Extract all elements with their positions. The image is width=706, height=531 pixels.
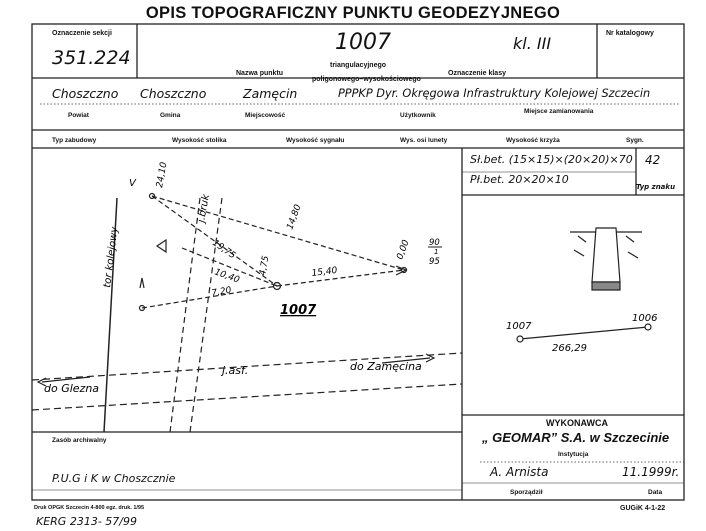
type-line1: triangulacyjnego (330, 62, 387, 69)
dist-14-80: 14,80 (285, 203, 304, 232)
dist-19-75: 19,75 (210, 238, 238, 262)
miejscowosc-label: Miejscowość (245, 112, 286, 119)
monument-profile (566, 222, 646, 300)
dist-15-40: 15,40 (311, 265, 338, 279)
dist-7-20: 7,20 (210, 285, 233, 299)
wykonawca-label: WYKONAWCA (546, 418, 608, 428)
frac-bot: 95 (429, 257, 440, 267)
line-14-80 (152, 196, 404, 270)
uzytkownik-value: PPPKP Dyr. Okręgowa Infrastruktury Kolejowej Szczecin (338, 87, 651, 100)
date-label: Data (648, 489, 663, 496)
neighbor-distance: 266,29 (552, 343, 587, 354)
sprawdzil-label: Sporządził (510, 489, 543, 496)
sketch-point-label: 1007 (280, 303, 317, 318)
class-label: Oznaczenie klasy (448, 70, 506, 77)
bruk-label: j.bruk (196, 193, 212, 224)
sprawdzil-value: A. Arnista (490, 465, 549, 479)
print-note: Druk OPGK Szczecin 4-800 egz. druk. 1/95 (34, 505, 145, 511)
miejsce-label: Miejsce zamianowania (524, 108, 594, 115)
road-bruk-left (170, 198, 200, 432)
catalog-label: Nr katalogowy (606, 30, 654, 37)
neighbor-1007: 1007 (506, 321, 532, 332)
location-sketch (32, 148, 462, 432)
sygnal-label: Wysokość sygnału (286, 137, 345, 144)
stolik-label: Wysokość stolika (172, 137, 227, 144)
dist-4-75: 4,75 (258, 255, 272, 277)
dist-0-00: 0,00 (395, 238, 412, 262)
marker-row2: Pł.bet. 20×20×10 (470, 173, 569, 186)
zamecino-label: do Zamęcina (350, 360, 422, 373)
zasob-label: Zasób archiwalny (52, 437, 107, 444)
asf-label: j.asf. (222, 364, 249, 377)
zasob-value: P.U.G i K w Choszcznie (52, 472, 176, 485)
powiat-value: Choszczno (52, 86, 119, 101)
frac-mid: 1 (434, 248, 439, 256)
miejscowosc-value: Zamęcin (243, 86, 298, 101)
point-name-label: Nazwa punktu (236, 70, 284, 77)
point-number: 1007 (335, 30, 391, 55)
section-value: 351.224 (52, 47, 131, 69)
type-line2: poligonowego–wysokościowego (312, 76, 421, 83)
north-marker (157, 240, 166, 252)
marker-number: 42 (645, 153, 661, 167)
krzyza-label: Wysokość krzyża (506, 137, 560, 144)
osi-label: Wys. osi lunety (400, 137, 448, 144)
dist-24-10: 24,10 (155, 161, 170, 189)
v-label: V (129, 178, 136, 189)
typ-label: Typ zabudowy (52, 137, 97, 144)
road-bruk-right (190, 198, 222, 432)
neighbor-1006: 1006 (632, 313, 658, 324)
gmina-value: Choszczno (140, 86, 207, 101)
class-value: kl. III (513, 34, 552, 53)
uzytkownik-label: Użytkownik (400, 112, 436, 119)
company-name: „ GEOMAR” S.A. w Szczecinie (482, 430, 670, 445)
dist-10-40: 10,40 (212, 267, 241, 286)
section-label: Oznaczenie sekcji (52, 30, 112, 37)
typ-znaku-label: Typ znaku (636, 183, 676, 191)
frac-top: 90 (429, 238, 440, 248)
gmina-label: Gmina (160, 112, 181, 119)
marker-row1: Sł.bet. (15×15)×(20×20)×70 (470, 153, 633, 166)
railway-label: tor kolejowy (102, 226, 121, 289)
neighbor-points (462, 305, 684, 365)
arrow-up (140, 278, 144, 288)
sygn-label: Sygn. (626, 137, 644, 144)
page-title: OPIS TOPOGRAFICZNY PUNKTU GEODEZYJNEGO (145, 4, 561, 22)
glezno-label: do Glezna (44, 382, 100, 395)
gugik-code: GUGiK 4-1-22 (620, 505, 666, 512)
powiat-label: Powiat (68, 112, 89, 119)
line-15-40 (277, 270, 404, 286)
instytucja-label: Instytucja (558, 451, 589, 458)
date-value: 11.1999r. (622, 465, 680, 479)
kerg-number: KERG 2313- 57/99 (36, 515, 137, 528)
